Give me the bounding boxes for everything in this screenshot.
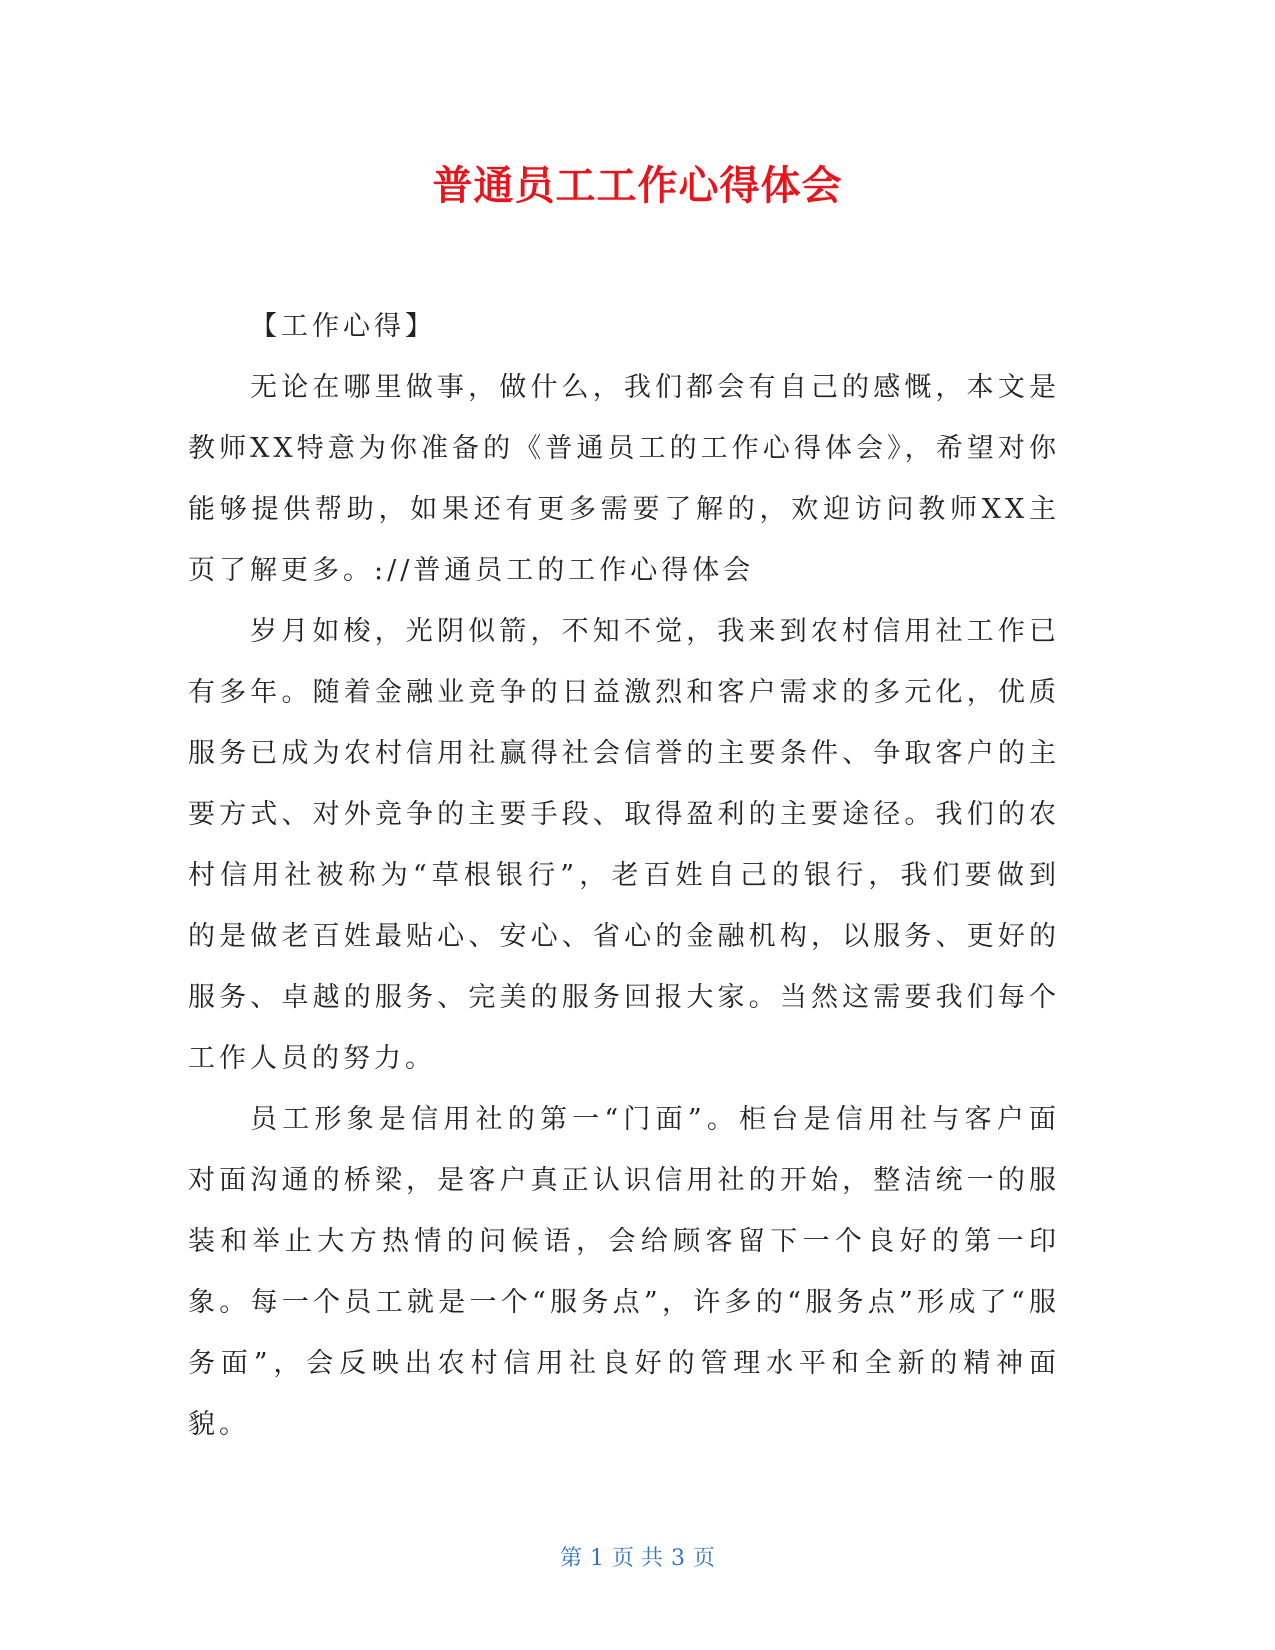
document-body	[188, 296, 1060, 1455]
paragraph-intro: 无论在哪里做事，做什么，我们都会有自己的感慨，本文是教师XX特意为你准备的《普通员工的工作心得体会》，希望对你能够提供帮助，如果还有更多需要了解的，欢迎访问教师XX主页了解更多。://普通员工的工作心得体会	[188, 372, 1060, 586]
footer-page-suffix: 页	[693, 1546, 716, 1571]
footer-total-pages: 3	[671, 1546, 685, 1571]
footer-page-mid: 页 共	[612, 1546, 663, 1571]
paragraph-years: 岁月如梭，光阴似箭，不知不觉，我来到农村信用社工作已有多年。随着金融业竞争的日益激烈和客户需求的多元化，优质服务已成为农村信用社赢得社会信誉的主要条件、争取客户的主要方式、对外竞争的主要手段、取得盈利的主要途径。我们的农村信用社被称为“草根银行”，老百姓自己的银行，我们要做到的是做老百姓最贴心、安心、省心的金融机构，以服务、更好的服务、卓越的服务、完美的服务回报大家。当然这需要我们每个工作人员的努力。	[188, 616, 1060, 1074]
page-title: 普通员工工作心得体会	[432, 163, 843, 209]
footer-page-prefix: 第	[559, 1546, 582, 1571]
footer-current-page: 1	[590, 1546, 604, 1571]
page-footer	[0, 1544, 1275, 1574]
section-label: 【工作心得】	[250, 311, 436, 342]
paragraph-image: 员工形象是信用社的第一“门面”。柜台是信用社与客户面对面沟通的桥梁，是客户真正认识信用社的开始，整洁统一的服装和举止大方热情的问候语，会给顾客留下一个良好的第一印象。每一个员工就是一个“服务点”，许多的“服务点”形成了“服务面”，会反映出农村信用社良好的管理水平和全新的精神面貌。	[188, 1104, 1060, 1440]
